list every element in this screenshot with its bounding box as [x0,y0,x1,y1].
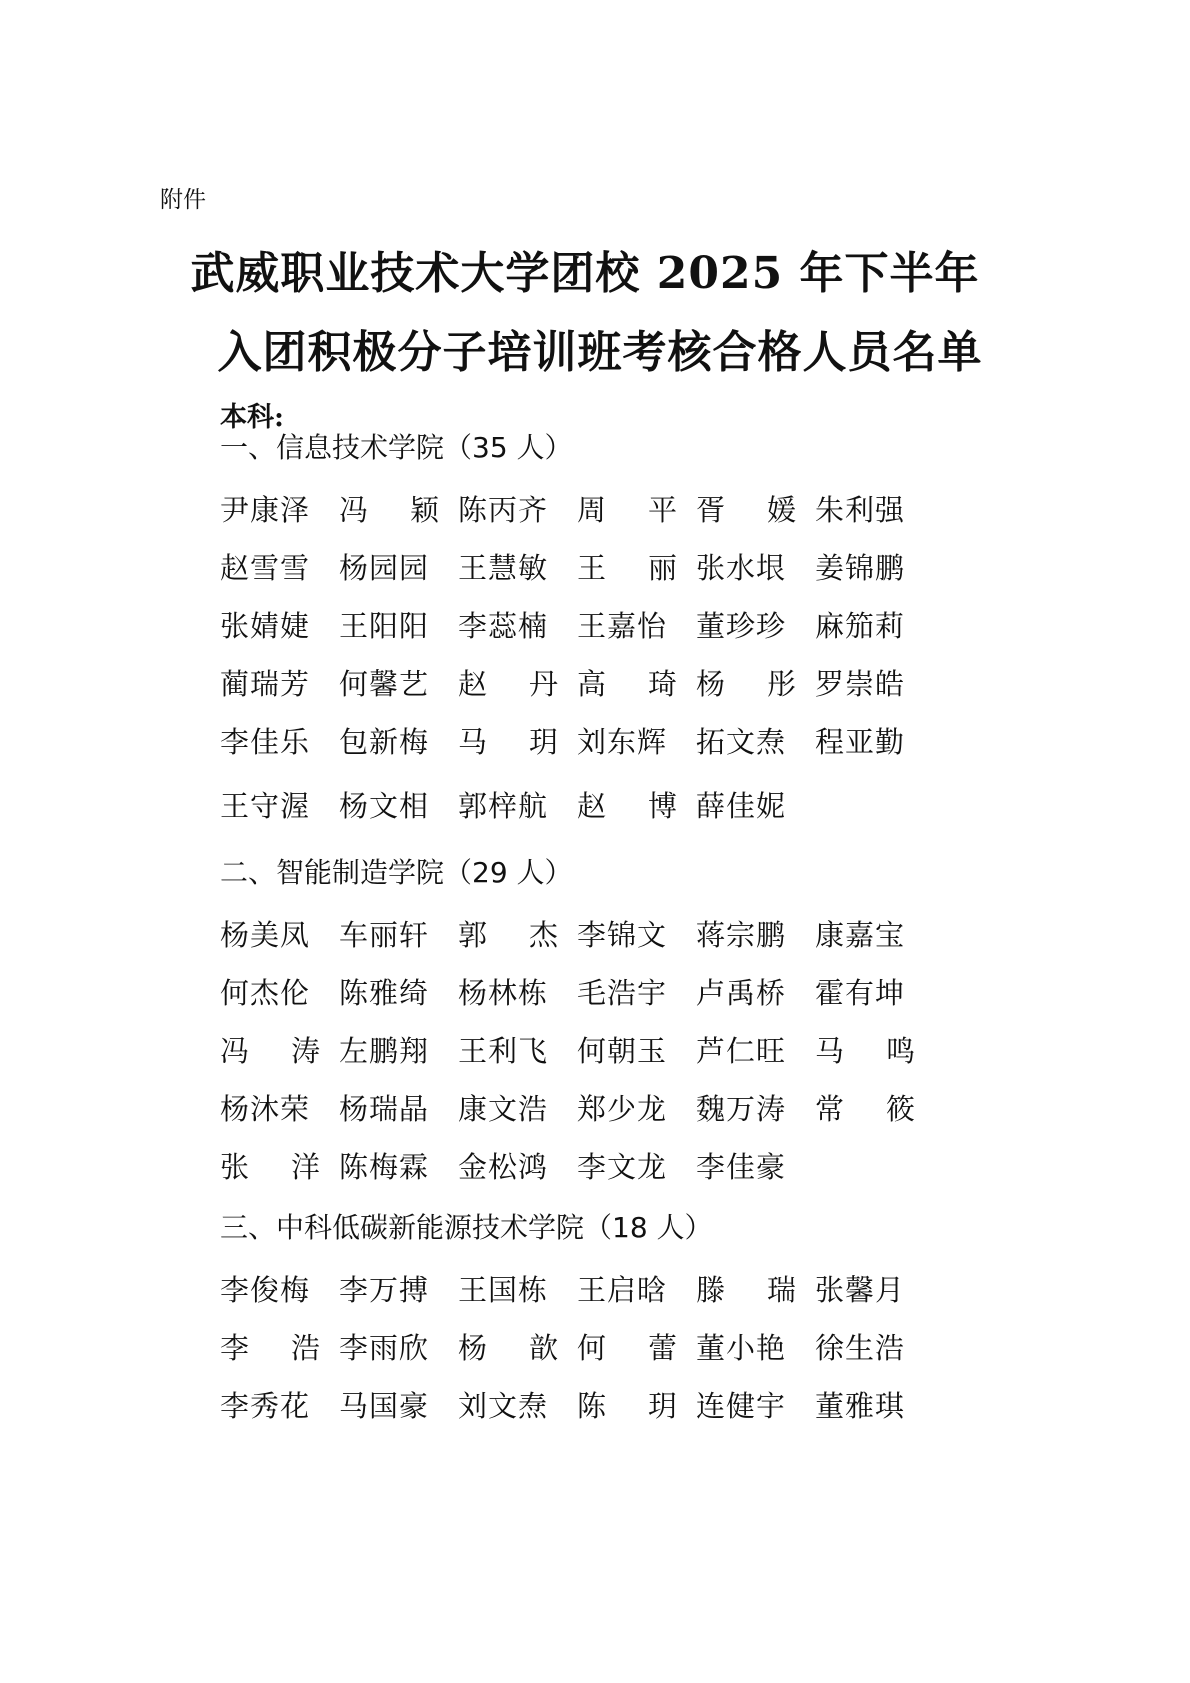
name-entry: 毛浩宇 [577,976,668,1010]
name-entry: 麻笳莉 [815,609,906,643]
name-entry: 杨 歆 [458,1331,558,1365]
name-entry: 何杰伦 [220,976,311,1010]
name-entry: 常 筱 [815,1092,915,1126]
name-entry: 包新梅 [339,725,430,759]
name-entry: 王慧敏 [458,551,549,585]
name-entry: 李文龙 [577,1150,668,1184]
name-entry: 赵 博 [577,789,677,823]
name-entry: 王利飞 [458,1034,549,1068]
name-entry: 李蕊楠 [458,609,549,643]
name-entry: 左鹏翔 [339,1034,430,1068]
name-entry: 康嘉宝 [815,918,906,952]
name-entry: 蒋宗鹏 [696,918,787,952]
name-entry: 马 鸣 [815,1034,915,1068]
name-entry: 李佳乐 [220,725,311,759]
name-entry: 陈雅绮 [339,976,430,1010]
name-entry: 胥 媛 [696,493,796,527]
name-entry: 罗崇皓 [815,667,906,701]
name-entry: 赵雪雪 [220,551,311,585]
attachment-label: 附件 [160,187,206,213]
name-entry: 王 丽 [577,551,677,585]
name-entry: 刘文焘 [458,1389,549,1423]
name-entry: 杨美凤 [220,918,311,952]
name-entry: 李锦文 [577,918,668,952]
name-entry: 魏万涛 [696,1092,787,1126]
name-entry: 陈 玥 [577,1389,677,1423]
name-entry: 何 蕾 [577,1331,677,1365]
name-entry: 杨园园 [339,551,430,585]
name-entry: 冯 颖 [339,493,439,527]
name-entry: 董珍珍 [696,609,787,643]
name-entry: 薛佳妮 [696,789,787,823]
name-entry: 陈梅霖 [339,1150,430,1184]
section-heading-info-tech: 一、信息技术学院（35 人） [220,431,573,464]
name-entry: 马 玥 [458,725,558,759]
name-entry: 康文浩 [458,1092,549,1126]
name-entry: 陈丙齐 [458,493,549,527]
name-entry: 杨沐荣 [220,1092,311,1126]
name-entry: 李万搏 [339,1273,430,1307]
name-entry: 滕 瑞 [696,1273,796,1307]
name-entry: 何朝玉 [577,1034,668,1068]
name-entry: 朱利强 [815,493,906,527]
name-entry: 程亚勤 [815,725,906,759]
name-entry: 杨文相 [339,789,430,823]
name-entry: 高 琦 [577,667,677,701]
name-entry: 王阳阳 [339,609,430,643]
name-entry: 车丽轩 [339,918,430,952]
name-entry: 姜锦鹏 [815,551,906,585]
name-entry: 郭 杰 [458,918,558,952]
document-title-line-2: 入团积极分子培训班考核合格人员名单 [217,327,983,378]
education-level-label: 本科: [220,402,284,433]
name-entry: 郭梓航 [458,789,549,823]
name-entry: 李 浩 [220,1331,320,1365]
name-entry: 金松鸿 [458,1150,549,1184]
name-entry: 王国栋 [458,1273,549,1307]
name-entry: 董雅琪 [815,1389,906,1423]
name-entry: 蔺瑞芳 [220,667,311,701]
name-entry: 卢禹桥 [696,976,787,1010]
name-entry: 杨林栋 [458,976,549,1010]
name-entry: 李秀花 [220,1389,311,1423]
name-entry: 李佳豪 [696,1150,787,1184]
name-entry: 何馨艺 [339,667,430,701]
section-heading-intelligent-manufacturing: 二、智能制造学院（29 人） [220,856,573,889]
name-entry: 王启晗 [577,1273,668,1307]
name-entry: 李俊梅 [220,1273,311,1307]
name-entry: 王嘉怡 [577,609,668,643]
name-entry: 尹康泽 [220,493,311,527]
name-entry: 连健宇 [696,1389,787,1423]
name-entry: 刘东辉 [577,725,668,759]
name-entry: 周 平 [577,493,677,527]
name-entry: 杨瑞晶 [339,1092,430,1126]
name-entry: 王守渥 [220,789,311,823]
name-entry: 董小艳 [696,1331,787,1365]
name-entry: 芦仁旺 [696,1034,787,1068]
name-entry: 霍有坤 [815,976,906,1010]
name-entry: 杨 彤 [696,667,796,701]
name-entry: 张 洋 [220,1150,320,1184]
name-entry: 张馨月 [815,1273,906,1307]
name-entry: 赵 丹 [458,667,558,701]
name-entry: 张水垠 [696,551,787,585]
name-entry: 张婧婕 [220,609,311,643]
name-entry: 冯 涛 [220,1034,320,1068]
section-heading-low-carbon-energy: 三、中科低碳新能源技术学院（18 人） [220,1211,713,1244]
name-entry: 拓文焘 [696,725,787,759]
name-entry: 郑少龙 [577,1092,668,1126]
name-entry: 李雨欣 [339,1331,430,1365]
name-entry: 马国豪 [339,1389,430,1423]
name-entry: 徐生浩 [815,1331,906,1365]
document-title-line-1: 武威职业技术大学团校 2025 年下半年 [190,248,980,299]
